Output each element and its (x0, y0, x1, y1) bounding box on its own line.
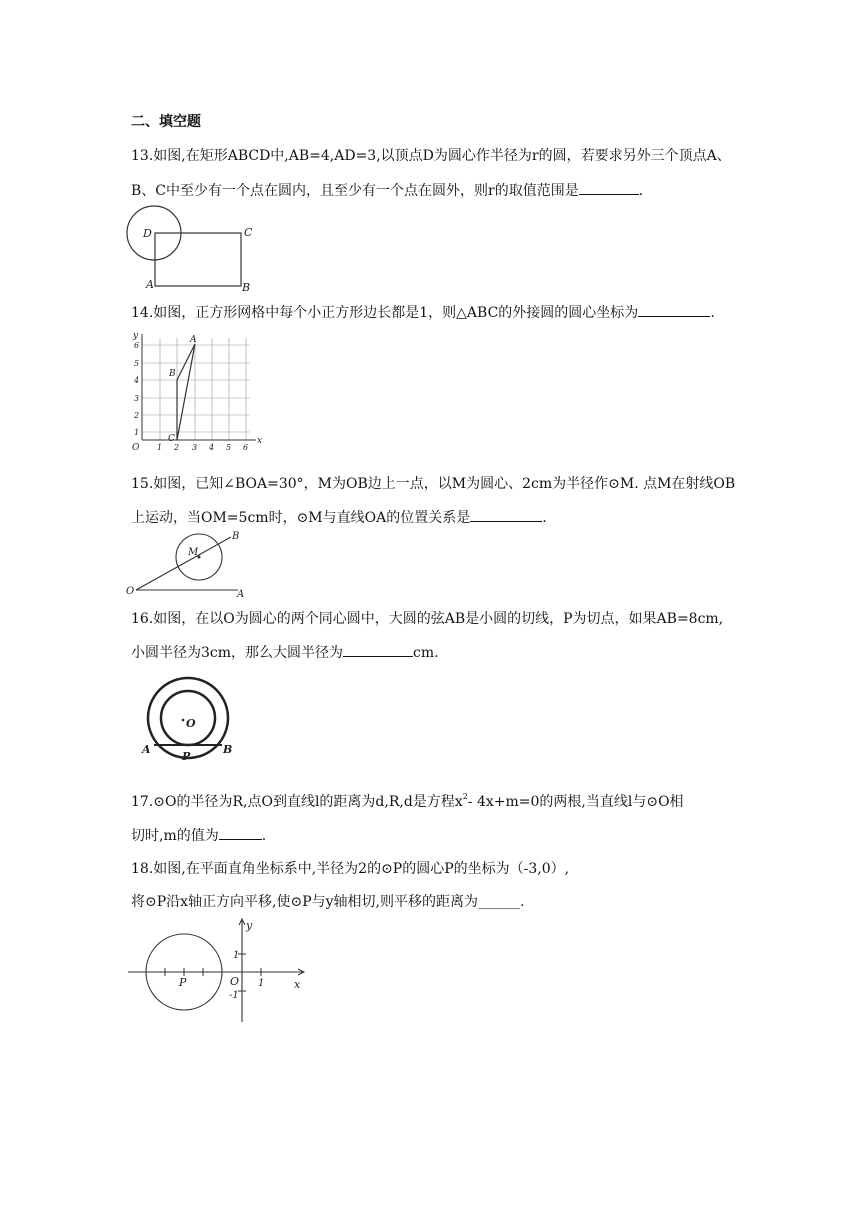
question-15-line-2: 上运动，当OM=5cm时，⊙M与直线OA的位置关系是 . (131, 510, 547, 526)
svg-text:1: 1 (134, 428, 140, 437)
svg-text:5: 5 (134, 359, 140, 368)
figure-18-coordinate-plane (126, 918, 311, 1028)
svg-text:2: 2 (174, 443, 180, 452)
answer-blank-17[interactable] (219, 826, 262, 840)
question-15-line-1: 15.如图，已知∠BOA=30°，M为OB边上一点，以M为圆心、2cm为半径作⊙M. 点M在射线OB (131, 476, 736, 492)
svg-text:1: 1 (157, 443, 163, 452)
svg-text:1: 1 (258, 978, 265, 989)
question-16-line-1: 16.如图，在以O为圆心的两个同心圆中，大圆的弦AB是小圆的切线，P为切点，如果AB=8cm, (131, 611, 724, 627)
question-16-line-2: 小圆半径为3cm，那么大圆半径为 cm. (131, 645, 439, 661)
svg-text:O: O (230, 975, 240, 988)
svg-text:3: 3 (134, 394, 140, 403)
label-13-b: B (242, 281, 251, 294)
question-18-line-2: 将⊙P沿x轴正方向平移,使⊙P与y轴相切,则平移的距离为______. (131, 894, 525, 910)
label-15-a: A (237, 589, 245, 600)
label-16-p: P (182, 750, 191, 763)
label-14-a: A (190, 335, 197, 345)
question-17-line-1: 17.⊙O的半径为R,点O到直线l的距离为d,R,d是方程$x^2-$ 4x+m=0的两根,当直线l与⊙O相 (131, 792, 684, 810)
figure-15-angle (126, 528, 256, 598)
question-17-line-2: 切时,m的值为 . (131, 828, 267, 844)
answer-blank-14[interactable] (638, 303, 710, 317)
question-14-line-1: 14.如图，正方形网格中每个小正方形边长都是1，则△ABC的外接圆的圆心坐标为 . (131, 305, 715, 321)
svg-text:x: x (294, 978, 301, 991)
svg-text:-1: -1 (229, 990, 239, 1001)
svg-text:1: 1 (233, 950, 240, 961)
figure-14-grid (126, 330, 266, 455)
label-13-d: D (143, 227, 152, 240)
question-13-line-2: B、C中至少有一个点在圆内，且至少有一个点在圆外，则r的取值范围是 . (131, 183, 644, 199)
svg-text:6: 6 (243, 443, 249, 452)
svg-text:P: P (179, 976, 187, 989)
section-title: 二、填空题 (131, 114, 201, 130)
answer-blank-13[interactable] (579, 181, 639, 195)
svg-text:6: 6 (134, 341, 140, 350)
label-16-a: A (142, 743, 151, 756)
answer-blank-15[interactable] (470, 508, 542, 522)
label-15-o: O (126, 586, 135, 597)
svg-text:4: 4 (209, 443, 215, 452)
question-13-line-1: 13.如图,在矩形ABCD中,AB=4,AD=3,以顶点D为圆心作半径为r的圆，若要求另外三个顶点A、 (131, 148, 731, 164)
label-14-x: x (257, 436, 263, 446)
svg-text:2: 2 (134, 411, 140, 420)
label-15-m: M (188, 547, 199, 558)
svg-text:4: 4 (134, 376, 140, 385)
label-14-origin: O (132, 443, 140, 453)
label-13-a: A (146, 278, 154, 291)
label-15-b: B (232, 531, 240, 542)
label-16-b: B (223, 743, 233, 756)
question-18-line-1: 18.如图,在平面直角坐标系中,半径为2的⊙P的圆心P的坐标为（-3,0）, (131, 861, 570, 877)
figure-13-rectangle (126, 204, 261, 294)
figure-16-concentric-circles (138, 678, 248, 768)
label-14-b: B (169, 369, 176, 379)
answer-blank-16[interactable] (343, 643, 413, 657)
svg-text:y: y (246, 919, 253, 932)
label-16-o: O (186, 717, 196, 730)
label-13-c: C (244, 226, 253, 239)
label-14-c: C (168, 434, 175, 444)
svg-text:3: 3 (192, 443, 198, 452)
label-14-y: y (133, 331, 139, 341)
svg-text:5: 5 (226, 443, 232, 452)
